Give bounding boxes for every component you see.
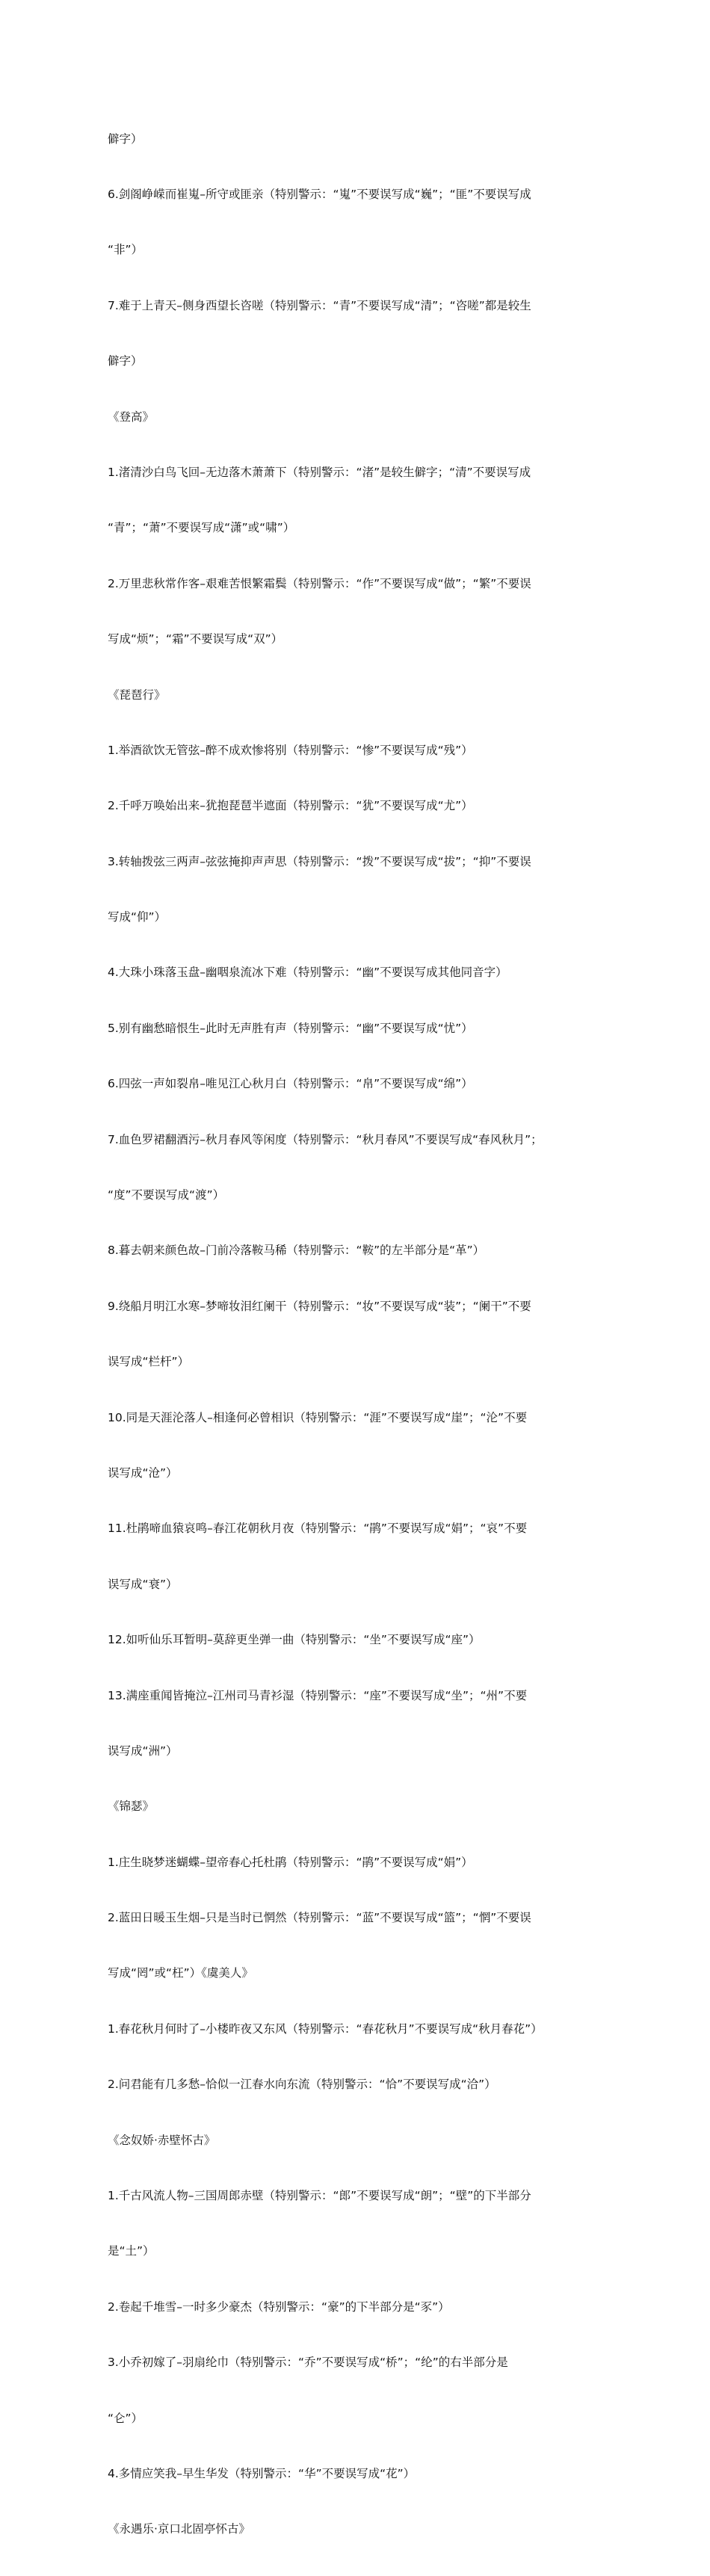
text-line: 1.渚清沙白鸟飞回–无边落木萧萧下（特别警示：“渚”是较生僻字；“清”不要误写成 bbox=[108, 465, 531, 479]
text-line: 3.转轴拨弦三两声–弦弦掩抑声声思（特别警示：“拨”不要误写成“拔”；“抑”不要误 bbox=[108, 854, 531, 868]
text-line: 1.春花秋月何时了–小楼昨夜又东风（特别警示：“春花秋月”不要误写成“秋月春花”） bbox=[108, 2021, 543, 2036]
text-line: 2.卷起千堆雪–一时多少豪杰（特别警示：“豪”的下半部分是“豕”） bbox=[108, 2299, 450, 2314]
section-heading: 《念奴娇·赤壁怀古》 bbox=[108, 2133, 216, 2147]
text-line: 10.同是天涯沦落人–相逢何必曾相识（特别警示：“涯”不要误写成“崖”；“沦”不要 bbox=[108, 1410, 528, 1424]
text-line: “青”；“萧”不要误写成“潇”或“啸”） bbox=[108, 521, 295, 535]
text-line: 写成“仰”） bbox=[108, 910, 167, 924]
text-line: “非”） bbox=[108, 243, 143, 257]
text-line: “度”不要误写成“渡”） bbox=[108, 1188, 225, 1202]
text-line: 1.千古风流人物–三国周郎赤壁（特别警示：“郎”不要误写成“朗”；“壁”的下半部分 bbox=[108, 2189, 531, 2203]
section-heading: 《锦瑟》 bbox=[108, 1800, 155, 1814]
text-line: 6.四弦一声如裂帛–唯见江心秋月白（特别警示：“帛”不要误写成“绵”） bbox=[108, 1077, 473, 1091]
section-heading: 《登高》 bbox=[108, 410, 155, 424]
section-heading: 《永遇乐·京口北固亭怀古》 bbox=[108, 2522, 250, 2536]
text-line: 3.小乔初嫁了–羽扇纶巾（特别警示：“乔”不要误写成“桥”；“纶”的右半部分是 bbox=[108, 2356, 508, 2370]
text-line: 2.千呼万唤始出来–犹抱琵琶半遮面（特别警示：“犹”不要误写成“尤”） bbox=[108, 799, 473, 813]
text-line: 误写成“栏杆”） bbox=[108, 1355, 190, 1369]
text-line: 4.大珠小珠落玉盘–幽咽泉流冰下难（特别警示：“幽”不要误写成其他同音字） bbox=[108, 966, 507, 980]
section-heading: 《琵琶行》 bbox=[108, 688, 166, 702]
text-line: 6.剑阁峥嵘而崔嵬–所守或匪亲（特别警示：“嵬”不要误写成“巍”；“匪”不要误写成 bbox=[108, 187, 531, 201]
text-line: 写成“烦”；“霜”不要误写成“双”） bbox=[108, 632, 283, 646]
text-line: 8.暮去朝来颜色故–门前冷落鞍马稀（特别警示：“鞍”的左半部分是“革”） bbox=[108, 1244, 485, 1258]
text-line: 7.血色罗裙翻酒污–秋月春风等闲度（特别警示：“秋月春风”不要误写成“春风秋月”； bbox=[108, 1132, 543, 1146]
text-line: 5.别有幽愁暗恨生–此时无声胜有声（特别警示：“幽”不要误写成“忧”） bbox=[108, 1021, 473, 1035]
text-line: 误写成“沧”） bbox=[108, 1465, 178, 1480]
text-line: 2.问君能有几多愁–恰似一江春水向东流（特别警示：“恰”不要误写成“洽”） bbox=[108, 2078, 496, 2092]
text-line: 9.绕船月明江水寒–梦啼妆泪红阑干（特别警示：“妆”不要误写成“装”；“阑干”不要 bbox=[108, 1299, 531, 1313]
text-line: 误写成“洲”） bbox=[108, 1743, 178, 1758]
text-line: 7.难于上青天–侧身西望长咨嗟（特别警示：“青”不要误写成“清”；“咨嗟”都是较生 bbox=[108, 298, 531, 312]
text-line: 2.万里悲秋常作客–艰难苦恨繁霜鬓（特别警示：“作”不要误写成“做”；“繁”不要误 bbox=[108, 576, 531, 590]
text-line: 2.蓝田日暖玉生烟–只是当时已惘然（特别警示：“蓝”不要误写成“篮”；“惘”不要误 bbox=[108, 1911, 531, 1925]
text-line: 11.杜鹃啼血猿哀鸣–春江花朝秋月夜（特别警示：“鹃”不要误写成“娟”；“哀”不要 bbox=[108, 1522, 528, 1536]
text-line: 12.如听仙乐耳暂明–莫辞更坐弹一曲（特别警示：“坐”不要误写成“座”） bbox=[108, 1633, 481, 1647]
text-line: 误写成“衰”） bbox=[108, 1577, 178, 1591]
text-line: 是“土”） bbox=[108, 2244, 155, 2258]
text-line: 僻字） bbox=[108, 132, 143, 146]
text-line: 13.满座重闻皆掩泣–江州司马青衫湿（特别警示：“座”不要误写成“坐”；“州”不要 bbox=[108, 1688, 528, 1702]
text-line: 1.庄生晓梦迷蝴蝶–望帝春心托杜鹃（特别警示：“鹃”不要误写成“娟”） bbox=[108, 1855, 473, 1869]
text-line: 写成“罔”或“枉”）《虞美人》 bbox=[108, 1966, 253, 1980]
text-line: 4.多情应笑我–早生华发（特别警示：“华”不要误写成“花”） bbox=[108, 2467, 416, 2480]
text-line: 僻字） bbox=[108, 354, 143, 368]
text-line: “仑”） bbox=[108, 2411, 143, 2425]
document-body bbox=[108, 93, 604, 2576]
text-line: 1.举酒欲饮无管弦–醉不成欢惨将别（特别警示：“惨”不要误写成“残”） bbox=[108, 743, 473, 757]
